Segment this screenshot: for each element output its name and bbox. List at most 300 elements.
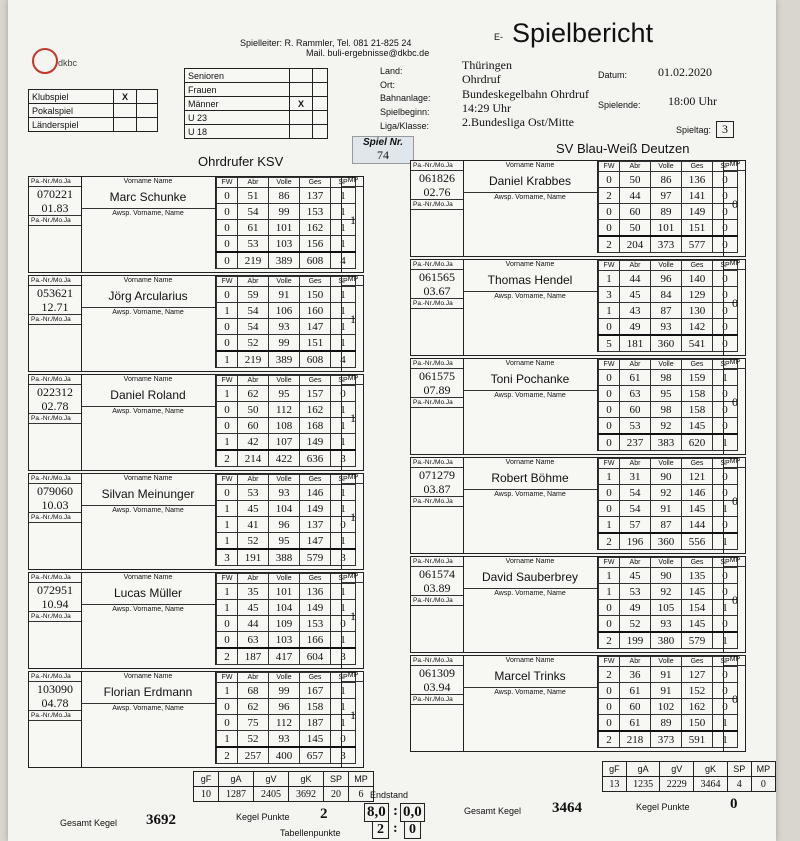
mp-value: 0	[732, 494, 738, 508]
score-cell: 162	[300, 220, 331, 236]
score-grid	[215, 573, 356, 665]
pass-column	[411, 359, 464, 454]
score-cell: 0	[713, 584, 738, 600]
lane-row	[599, 188, 738, 204]
lane-row	[217, 600, 356, 616]
pass-number: 053621	[37, 286, 73, 300]
substitute-label: Awsp. Vorname, Name	[463, 489, 597, 500]
score-cell: 166	[300, 632, 331, 649]
pass-column	[29, 177, 82, 272]
col-header-abr: Abr	[620, 162, 651, 172]
mp-value: 0	[732, 395, 738, 409]
mp-label: MP	[342, 177, 364, 187]
col-header-abr: Abr	[238, 673, 269, 683]
mp-value: 0	[732, 692, 738, 706]
mp-cell	[723, 359, 746, 454]
score-cell: 160	[300, 303, 331, 319]
lane-row	[599, 303, 738, 319]
score-cell: 151	[300, 335, 331, 352]
score-cell: 99	[269, 335, 300, 352]
name-column	[81, 375, 215, 417]
score-cell: 1	[331, 319, 356, 335]
match-type-box	[28, 89, 158, 132]
pass-label: Pa.-Nr./Mo.Ja	[411, 359, 463, 369]
lane-row	[599, 517, 738, 534]
bahn-value: Bundeskegelbahn Ohrdruf	[462, 87, 589, 101]
summary-header: gA	[626, 762, 660, 777]
lane-row	[217, 220, 356, 236]
summary-value: 2229	[660, 777, 694, 792]
lane-row	[599, 568, 738, 584]
summary-header: gA	[219, 772, 254, 787]
score-cell: 1	[599, 271, 620, 287]
score-cell: 0	[713, 517, 738, 534]
player-name: Robert Böhme	[491, 471, 569, 485]
summary-value: 3464	[694, 777, 728, 792]
score-cell: 1	[331, 533, 356, 550]
lane-row	[599, 370, 738, 386]
score-cell: 93	[269, 319, 300, 335]
player-name: Jörg Arcularius	[108, 289, 188, 303]
mp-value: 1	[350, 213, 356, 227]
score-cell: 60	[620, 204, 651, 220]
score-cell: 53	[238, 485, 269, 501]
pass-label-substitute: Pa.-Nr./Mo.Ja	[29, 315, 81, 325]
score-cell: 93	[651, 616, 682, 633]
score-cell: 0	[599, 319, 620, 336]
mp-value: 1	[350, 510, 356, 524]
summary-header: gK	[289, 772, 324, 787]
mp-value: 1	[350, 411, 356, 425]
score-cell: 1	[713, 501, 738, 517]
score-cell: 63	[238, 632, 269, 649]
score-cell: 127	[682, 667, 713, 683]
total-cell: 4	[331, 351, 356, 368]
pass-label-substitute: Pa.-Nr./Mo.Ja	[29, 711, 81, 721]
col-header-fw: FW	[217, 376, 238, 386]
col-header-sp: SP	[713, 558, 738, 568]
total-row	[217, 351, 356, 368]
mp-label: MP	[342, 276, 364, 286]
score-table	[598, 359, 738, 451]
score-cell: 2	[599, 188, 620, 204]
substitute-label: Awsp. Vorname, Name	[463, 588, 597, 599]
col-header-volle: Volle	[651, 360, 682, 370]
total-cell: 191	[238, 549, 269, 566]
total-cell: 0	[713, 236, 738, 253]
lane-row	[599, 683, 738, 699]
score-cell: 152	[682, 683, 713, 699]
score-cell: 1	[331, 335, 356, 352]
pass-column	[29, 375, 82, 470]
col-header-sp: SP	[331, 178, 356, 188]
name-column	[81, 474, 215, 516]
mp-cell	[341, 276, 364, 371]
score-cell: 149	[682, 204, 713, 220]
score-cell: 1	[331, 303, 356, 319]
mp-value: 0	[732, 197, 738, 211]
score-cell: 0	[713, 469, 738, 485]
score-cell: 0	[713, 287, 738, 303]
away-player-block	[410, 160, 746, 257]
mp-cell	[341, 177, 364, 272]
summary-value: 0	[751, 777, 775, 792]
score-cell: 150	[300, 287, 331, 303]
score-cell: 144	[682, 517, 713, 534]
col-header-sp: SP	[713, 459, 738, 469]
score-cell: 149	[300, 434, 331, 451]
lane-row	[599, 402, 738, 418]
score-cell: 1	[331, 715, 356, 731]
score-cell: 1	[331, 699, 356, 715]
substitute-label: Awsp. Vorname, Name	[81, 505, 215, 516]
vorname-label: Vorname Name	[123, 673, 173, 680]
category-mark	[290, 69, 313, 83]
col-header-fw: FW	[599, 162, 620, 172]
player-name: Marcel Trinks	[494, 669, 566, 683]
score-cell: 0	[599, 386, 620, 402]
lane-row	[599, 204, 738, 220]
total-cell: 2	[217, 450, 238, 467]
mp-cell	[723, 260, 746, 355]
score-cell: 0	[599, 616, 620, 633]
score-cell: 87	[651, 517, 682, 534]
birth-month-year: 03.89	[411, 581, 463, 596]
lane-row	[217, 485, 356, 501]
pass-label: Pa.-Nr./Mo.Ja	[29, 573, 81, 583]
col-header-ges: Ges	[300, 673, 331, 683]
category-row	[185, 83, 328, 97]
mp-cell	[341, 474, 364, 569]
score-table	[216, 276, 356, 368]
score-cell: 0	[599, 370, 620, 386]
lane-row	[599, 220, 738, 237]
score-cell: 95	[651, 386, 682, 402]
lane-row	[217, 303, 356, 319]
player-name: Lucas Müller	[113, 586, 183, 600]
mp-cell	[341, 573, 364, 668]
category-row	[185, 111, 328, 125]
total-cell: 604	[300, 648, 331, 665]
score-cell: 129	[682, 287, 713, 303]
score-cell: 157	[300, 386, 331, 402]
score-cell: 153	[300, 204, 331, 220]
col-header-sp: SP	[713, 261, 738, 271]
summary-header: gF	[603, 762, 627, 777]
pass-number: 061565	[419, 270, 455, 284]
score-cell: 0	[217, 418, 238, 434]
score-cell: 0	[599, 715, 620, 732]
score-cell: 0	[713, 568, 738, 584]
summary-value: 3692	[289, 787, 324, 802]
score-header-row	[599, 360, 738, 370]
lane-row	[217, 434, 356, 451]
category-empty	[313, 83, 328, 97]
pass-column	[411, 260, 464, 355]
category-label: Männer	[185, 97, 290, 111]
match-type-label: Pokalspiel	[29, 104, 114, 118]
score-header-row	[217, 673, 356, 683]
total-cell: 1	[713, 533, 738, 550]
beginn-label: Spielbeginn:	[380, 107, 430, 117]
pass-number: 103090	[37, 682, 73, 696]
pass-number: 079060	[37, 484, 73, 498]
score-cell: 61	[620, 715, 651, 732]
score-cell: 52	[238, 731, 269, 748]
score-cell: 145	[300, 731, 331, 748]
score-cell: 106	[269, 303, 300, 319]
birth-month-year: 03.67	[411, 284, 463, 299]
spielleiter: Spielleiter: R. Rammler, Tel. 081 21-825 24	[240, 38, 412, 48]
score-cell: 103	[269, 236, 300, 253]
pass-number: 061309	[419, 666, 455, 680]
lane-row	[599, 386, 738, 402]
summary-header: SP	[324, 772, 349, 787]
score-cell: 0	[217, 204, 238, 220]
col-header-volle: Volle	[269, 574, 300, 584]
score-grid	[215, 276, 356, 368]
birth-month-year: 12.71	[29, 300, 81, 315]
score-header-row	[599, 162, 738, 172]
lane-row	[217, 533, 356, 550]
pass-label: Pa.-Nr./Mo.Ja	[411, 161, 463, 171]
lane-row	[599, 485, 738, 501]
score-sheet	[8, 0, 776, 841]
lane-row	[599, 667, 738, 683]
total-cell: 591	[682, 731, 713, 748]
spiel-nr-box	[352, 136, 414, 164]
score-cell: 0	[713, 319, 738, 336]
col-header-fw: FW	[217, 178, 238, 188]
score-cell: 136	[682, 172, 713, 188]
away-player-block	[410, 259, 746, 356]
substitute-label: Awsp. Vorname, Name	[463, 390, 597, 401]
score-cell: 151	[682, 220, 713, 237]
ort-value: Ohrdruf	[462, 72, 501, 86]
away-gesamt-label: Gesamt Kegel	[464, 806, 522, 816]
mp-cell	[723, 458, 746, 553]
score-cell: 54	[620, 485, 651, 501]
score-cell: 62	[238, 699, 269, 715]
score-cell: 1	[599, 584, 620, 600]
total-cell: 181	[620, 335, 651, 352]
mp-cell	[723, 656, 746, 751]
mp-label: MP	[724, 656, 746, 666]
lane-row	[217, 386, 356, 402]
score-grid	[215, 672, 356, 764]
score-cell: 97	[651, 188, 682, 204]
vorname-label: Vorname Name	[123, 574, 173, 581]
match-type-label: Länderspiel	[29, 118, 114, 132]
score-cell: 1	[217, 386, 238, 402]
ende-value: 18:00 Uhr	[668, 94, 717, 108]
score-cell: 0	[599, 172, 620, 188]
score-cell: 0	[599, 418, 620, 435]
category-mark: X	[290, 97, 313, 111]
score-cell: 31	[620, 469, 651, 485]
col-header-abr: Abr	[238, 475, 269, 485]
lane-row	[599, 287, 738, 303]
total-cell: 400	[269, 747, 300, 764]
score-cell: 1	[217, 731, 238, 748]
score-cell: 89	[651, 204, 682, 220]
score-cell: 91	[269, 287, 300, 303]
score-table	[598, 656, 738, 748]
substitute-label: Awsp. Vorname, Name	[463, 687, 597, 698]
score-cell: 0	[599, 699, 620, 715]
col-header-ges: Ges	[682, 558, 713, 568]
summary-value: 20	[324, 787, 349, 802]
score-cell: 0	[713, 220, 738, 237]
score-cell: 93	[651, 319, 682, 336]
away-player-block	[410, 457, 746, 554]
score-cell: 44	[238, 616, 269, 632]
pass-label: Pa.-Nr./Mo.Ja	[411, 260, 463, 270]
col-header-sp: SP	[331, 574, 356, 584]
score-cell: 93	[269, 485, 300, 501]
mp-value: 0	[732, 593, 738, 607]
away-player-block	[410, 556, 746, 653]
name-column	[463, 458, 597, 500]
birth-month-year: 02.76	[411, 185, 463, 200]
away-player-block	[410, 655, 746, 752]
lane-row	[599, 699, 738, 715]
tabellenpunkte-label: Tabellenpunkte	[280, 828, 341, 838]
category-mark	[290, 111, 313, 125]
score-cell: 0	[331, 517, 356, 533]
pass-label-substitute: Pa.-Nr./Mo.Ja	[411, 695, 463, 705]
vorname-label: Vorname Name	[123, 475, 173, 482]
endstand-label: Endstand	[370, 790, 409, 800]
score-cell: 92	[651, 485, 682, 501]
summary-header: MP	[751, 762, 775, 777]
score-cell: 162	[300, 402, 331, 418]
away-gesamt-value: 3464	[552, 800, 582, 816]
vorname-label: Vorname Name	[505, 657, 555, 664]
summary-header: gF	[194, 772, 219, 787]
mp-label: MP	[724, 260, 746, 270]
player-name: Thomas Hendel	[487, 273, 573, 287]
category-label: U 23	[185, 111, 290, 125]
e-prefix: E-	[494, 32, 503, 42]
total-cell: 257	[238, 747, 269, 764]
home-score: 8,0	[364, 803, 389, 822]
birth-month-year: 03.87	[411, 482, 463, 497]
score-cell: 146	[300, 485, 331, 501]
total-row	[599, 632, 738, 649]
score-cell: 150	[682, 715, 713, 732]
datum-label: Datum:	[598, 70, 628, 80]
score-cell: 0	[713, 402, 738, 418]
col-header-ges: Ges	[300, 376, 331, 386]
mp-label: MP	[724, 161, 746, 171]
summary-value: 13	[603, 777, 627, 792]
pass-number: 022312	[37, 385, 73, 399]
score-cell: 0	[599, 485, 620, 501]
spieltag-label: Spieltag:	[676, 125, 712, 135]
score-cell: 52	[238, 335, 269, 352]
score-cell: 159	[682, 370, 713, 386]
player-name: David Sauberbrey	[481, 570, 579, 584]
total-cell: 0	[217, 252, 238, 269]
score-cell: 0	[599, 501, 620, 517]
col-header-volle: Volle	[651, 261, 682, 271]
mp-value: 1	[350, 609, 356, 623]
score-cell: 1	[331, 418, 356, 434]
lane-row	[217, 683, 356, 699]
score-cell: 0	[217, 188, 238, 204]
score-header-row	[217, 376, 356, 386]
score-cell: 149	[300, 501, 331, 517]
col-header-abr: Abr	[238, 376, 269, 386]
substitute-label: Awsp. Vorname, Name	[81, 703, 215, 714]
score-cell: 0	[713, 172, 738, 188]
score-cell: 0	[599, 600, 620, 616]
total-cell: 556	[682, 533, 713, 550]
score-cell: 108	[269, 418, 300, 434]
col-header-volle: Volle	[269, 277, 300, 287]
score-cell: 141	[682, 188, 713, 204]
score-table	[598, 557, 738, 649]
score-cell: 137	[300, 188, 331, 204]
score-cell: 0	[217, 220, 238, 236]
total-cell: 380	[651, 632, 682, 649]
mp-label: MP	[342, 573, 364, 583]
score-cell: 1	[331, 501, 356, 517]
score-cell: 0	[217, 236, 238, 253]
score-cell: 101	[651, 220, 682, 237]
player-name: Silvan Meinunger	[101, 487, 195, 501]
score-cell: 0	[217, 319, 238, 335]
score-cell: 90	[651, 568, 682, 584]
vorname-label: Vorname Name	[123, 376, 173, 383]
score-cell: 86	[269, 188, 300, 204]
col-header-fw: FW	[217, 475, 238, 485]
score-cell: 104	[269, 501, 300, 517]
summary-header: MP	[349, 772, 374, 787]
score-grid	[597, 260, 738, 352]
score-cell: 91	[651, 683, 682, 699]
score-grid	[597, 557, 738, 649]
col-header-fw: FW	[599, 558, 620, 568]
total-cell: 2	[599, 731, 620, 748]
score-cell: 105	[651, 600, 682, 616]
away-tabellenpunkte: 0	[404, 821, 421, 839]
score-cell: 1	[217, 584, 238, 600]
home-kegelpunkte-value: 2	[320, 806, 328, 822]
score-cell: 60	[238, 418, 269, 434]
col-header-fw: FW	[217, 574, 238, 584]
lane-row	[599, 584, 738, 600]
score-header-row	[599, 261, 738, 271]
mp-label: MP	[342, 672, 364, 682]
total-row	[599, 335, 738, 352]
score-cell: 0	[713, 188, 738, 204]
total-cell: 360	[651, 335, 682, 352]
total-cell: 608	[300, 252, 331, 269]
score-cell: 95	[269, 533, 300, 550]
col-header-ges: Ges	[682, 459, 713, 469]
score-cell: 168	[300, 418, 331, 434]
player-name: Toni Pochanke	[490, 372, 570, 386]
col-header-sp: SP	[331, 673, 356, 683]
score-separator: :	[393, 803, 398, 819]
total-cell: 388	[269, 549, 300, 566]
score-cell: 75	[238, 715, 269, 731]
score-cell: 52	[620, 616, 651, 633]
score-cell: 1	[217, 303, 238, 319]
score-cell: 96	[651, 271, 682, 287]
